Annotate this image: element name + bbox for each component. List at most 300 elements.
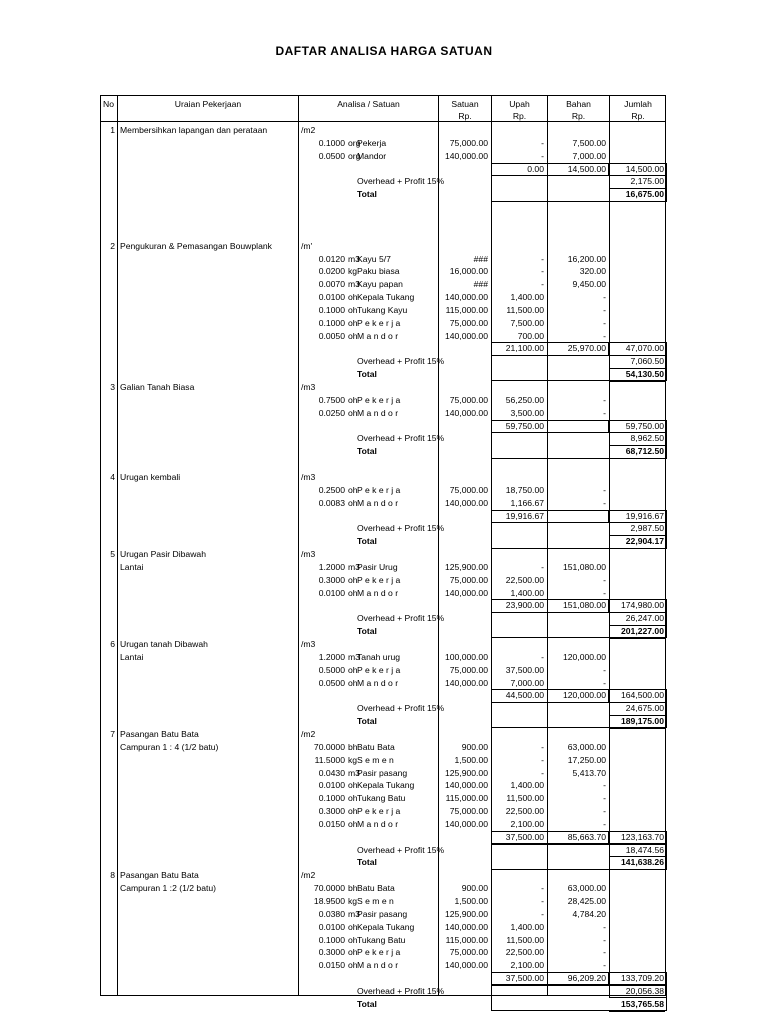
item-name: Lantai (120, 651, 144, 662)
total-label: Total (357, 369, 377, 380)
unit-price: 125,900.00 (444, 767, 488, 778)
header-bahan-rp: Rp. (571, 111, 586, 121)
coefficient: 11.5000 (314, 754, 345, 765)
subtotal-sum: 174,980.00 (620, 600, 664, 611)
material-cost: - (603, 921, 606, 932)
component-name: M a n d o r (357, 587, 399, 598)
overhead-label: Overhead + Profit 15% (357, 844, 445, 855)
total-value: 22,904.17 (625, 536, 664, 547)
labor-cost: - (541, 754, 544, 765)
total-underline (609, 638, 665, 639)
labor-cost: - (541, 150, 544, 161)
unit-code: oh (348, 587, 358, 598)
overhead-value: 24,675.00 (625, 703, 664, 714)
unit-price: 16,000.00 (449, 266, 488, 277)
labor-cost: 22,500.00 (505, 947, 544, 958)
unit-code: m3 (348, 561, 360, 572)
item-name: Pasangan Batu Bata (120, 728, 199, 739)
material-cost: - (603, 317, 606, 328)
component-name: P e k e r j a (357, 664, 401, 675)
unit-code: oh (348, 317, 358, 328)
material-cost: 7,000.00 (572, 150, 606, 161)
unit-price: 75,000.00 (449, 484, 488, 495)
unit-code: oh (348, 677, 358, 688)
overhead-value: 18,474.56 (625, 844, 664, 855)
unit-price: 140,000.00 (444, 150, 488, 161)
material-cost: 7,500.00 (572, 137, 606, 148)
unit-price: 75,000.00 (449, 806, 488, 817)
subtotal-material: 96,209.20 (567, 973, 606, 984)
material-cost: 120,000.00 (562, 651, 606, 662)
coefficient: 70.0000 (313, 883, 345, 894)
total-value: 68,712.50 (625, 446, 664, 457)
unit-code: oh (348, 806, 358, 817)
unit-price: 140,000.00 (444, 330, 488, 341)
component-name: Pekerja (357, 137, 387, 148)
item-name: Membersihkan lapangan dan perataan (120, 125, 268, 135)
unit-price: 75,000.00 (449, 574, 488, 585)
coefficient: 0.0250 (318, 407, 345, 418)
overhead-value: 2,987.50 (630, 523, 664, 534)
unit-price: 900.00 (461, 741, 488, 752)
material-cost: 5,413.70 (572, 767, 606, 778)
overhead-label: Overhead + Profit 15% (357, 356, 445, 367)
unit-code: org (348, 137, 361, 148)
unit-code: org (348, 150, 361, 161)
total-label: Total (357, 536, 377, 547)
labor-cost: 1,166.67 (510, 497, 544, 508)
labor-cost: - (541, 279, 544, 290)
labor-cost: 1,400.00 (510, 921, 544, 932)
item-name: Pengukuran & Pemasangan Bouwplank (120, 240, 272, 251)
header-jumlah: Jumlah (624, 99, 652, 109)
material-cost: 9,450.00 (572, 279, 606, 290)
total-value: 54,130.50 (625, 369, 664, 380)
labor-cost: 11,500.00 (506, 304, 544, 315)
subtotal-labor: 37,500.00 (505, 973, 544, 984)
subtotal-labor: 59,750.00 (505, 420, 544, 431)
coefficient: 18.9500 (313, 896, 345, 906)
coefficient: 0.0430 (318, 767, 345, 778)
subtotal-labor: 23,900.00 (505, 600, 544, 611)
labor-cost: 11,500.00 (506, 934, 544, 945)
item-unit: /m3 (301, 471, 316, 482)
unit-code: oh (348, 793, 358, 804)
item-number: 7 (110, 728, 115, 739)
material-cost: 16,200.00 (567, 253, 606, 264)
header-jumlah-rp: Rp. (631, 111, 645, 121)
coefficient: 0.3000 (318, 806, 345, 817)
overhead-value: 20,056.38 (625, 985, 664, 996)
component-name: M a n d o r (357, 407, 399, 418)
labor-cost: - (541, 266, 544, 277)
material-cost: - (603, 304, 606, 315)
labor-cost: 22,500.00 (505, 806, 544, 817)
overhead-label: Overhead + Profit 15% (357, 613, 445, 624)
unit-code: oh (348, 330, 358, 341)
unit-code: oh (348, 947, 358, 958)
subtotal-labor: 21,100.00 (505, 343, 544, 354)
coefficient: 0.1000 (318, 137, 345, 148)
coefficient: 70.0000 (313, 741, 345, 752)
labor-cost: - (541, 883, 544, 894)
unit-code: kg (348, 896, 358, 906)
subtotal-labor: 37,500.00 (505, 831, 544, 842)
labor-cost: 3,500.00 (510, 407, 544, 418)
header-uraian: Uraian Pekerjaan (174, 99, 242, 109)
subtotal-sum: 133,709.20 (620, 973, 664, 984)
header-bahan: Bahan (566, 99, 591, 109)
subtotal-sum: 123,163.70 (620, 831, 664, 842)
unit-code: m3 (348, 767, 360, 778)
header-satuan-rp: Rp. (458, 111, 472, 121)
component-name: M a n d o r (357, 497, 399, 508)
total-underline (609, 869, 665, 870)
labor-cost: 1,400.00 (510, 587, 544, 598)
document-title: DAFTAR ANALISA HARGA SATUAN (275, 44, 493, 58)
item-name: Galian Tanah Biasa (120, 382, 195, 392)
overhead-value: 7,060.50 (630, 356, 664, 367)
coefficient: 0.1000 (318, 793, 345, 804)
material-cost: - (603, 818, 606, 829)
unit-code: oh (348, 484, 358, 495)
material-cost: - (603, 587, 606, 598)
item-number: 2 (110, 240, 115, 251)
total-underline (609, 1011, 665, 1012)
component-name: Pasir pasang (357, 767, 408, 778)
material-cost: - (603, 677, 606, 688)
coefficient: 0.0050 (318, 330, 345, 341)
coefficient: 0.0100 (318, 780, 345, 791)
coefficient: 0.0120 (318, 253, 345, 264)
material-cost: 320.00 (579, 266, 606, 277)
coefficient: 0.5000 (318, 664, 345, 675)
unit-price: 75,000.00 (449, 137, 488, 148)
subtotal-material (548, 421, 606, 431)
total-label: Total (357, 626, 377, 637)
item-unit: /m2 (301, 870, 316, 881)
unit-price: 140,000.00 (444, 292, 488, 303)
total-value: 153,765.58 (620, 998, 664, 1009)
item-name: Urugan Pasir Dibawah (120, 549, 206, 560)
component-name: P e k e r j a (357, 806, 401, 817)
material-cost: 17,250.00 (567, 754, 606, 765)
overhead-label: Overhead + Profit 15% (357, 985, 445, 996)
labor-cost: - (541, 767, 544, 778)
total-value: 189,175.00 (620, 716, 664, 727)
item-unit: /m' (301, 240, 313, 251)
item-number: 4 (110, 471, 115, 482)
material-cost: - (603, 394, 606, 405)
component-name: Kayu 5/7 (357, 253, 391, 264)
total-label: Total (357, 857, 377, 868)
labor-cost: 2,100.00 (510, 960, 544, 971)
total-underline (609, 728, 665, 729)
overhead-label: Overhead + Profit 15% (357, 523, 445, 534)
labor-cost: 11,500.00 (506, 793, 544, 804)
unit-price: 140,000.00 (444, 587, 488, 598)
unit-code: oh (348, 960, 358, 971)
subtotal-material (548, 511, 606, 521)
subtotal-sum: 14,500.00 (625, 163, 664, 174)
unit-code: kg (348, 754, 358, 765)
unit-code: oh (348, 780, 358, 791)
header-satuan: Satuan (451, 99, 479, 109)
item-unit: /m2 (301, 125, 316, 135)
item-name: Urugan tanah Dibawah (120, 639, 208, 649)
material-cost: - (603, 497, 606, 508)
total-label: Total (357, 716, 377, 727)
total-underline (609, 458, 665, 459)
unit-price: 900.00 (461, 883, 488, 894)
unit-code: oh (348, 574, 358, 585)
header-analisa: Analisa / Satuan (337, 99, 400, 109)
unit-price: 1,500.00 (454, 754, 488, 765)
component-name: S e m e n (357, 896, 394, 906)
labor-cost: - (541, 561, 544, 572)
total-label: Total (357, 189, 377, 200)
unit-price: 75,000.00 (449, 664, 488, 675)
unit-code: oh (348, 818, 358, 829)
coefficient: 0.1000 (318, 934, 345, 945)
labor-cost: 1,400.00 (510, 292, 544, 303)
coefficient: 0.0500 (318, 677, 345, 688)
material-cost: 63,000.00 (567, 883, 606, 894)
column-divider (298, 96, 299, 995)
unit-price: 140,000.00 (444, 921, 488, 932)
item-name: Campuran 1 : 4 (1/2 batu) (120, 741, 219, 752)
coefficient: 0.1000 (318, 317, 345, 328)
item-unit: /m2 (301, 728, 316, 739)
labor-cost: 2,100.00 (510, 818, 544, 829)
coefficient: 1.2000 (318, 651, 345, 662)
coefficient: 0.0100 (318, 587, 345, 598)
subtotal-sum: 164,500.00 (620, 690, 664, 701)
unit-code: m3 (348, 253, 360, 264)
item-name: Campuran 1 :2 (1/2 batu) (120, 883, 217, 894)
component-name: Tukang Kayu (357, 304, 408, 315)
component-name: M a n d o r (357, 677, 399, 688)
component-name: P e k e r j a (357, 484, 401, 495)
coefficient: 0.0083 (318, 497, 345, 508)
coefficient: 0.0380 (318, 908, 345, 919)
item-name: Pasangan Batu Bata (120, 870, 199, 881)
component-name: Tanah urug (357, 651, 401, 662)
subtotal-material: 25,970.00 (567, 343, 606, 354)
overhead-label: Overhead + Profit 15% (357, 433, 445, 444)
coefficient: 0.0100 (318, 921, 345, 932)
component-name: P e k e r j a (357, 574, 401, 585)
coefficient: 0.0200 (318, 266, 345, 277)
unit-price: 125,900.00 (444, 908, 488, 919)
material-cost: 28,425.00 (567, 896, 606, 906)
component-name: Tukang Batu (357, 793, 406, 804)
header-upah-rp: Rp. (512, 111, 527, 121)
material-cost: - (603, 292, 606, 303)
component-name: Mandor (357, 150, 387, 161)
unit-price: 140,000.00 (444, 818, 488, 829)
total-value: 201,227.00 (620, 626, 664, 637)
unit-code: bh (348, 741, 358, 752)
total-label: Total (357, 446, 377, 457)
unit-price: 140,000.00 (444, 497, 488, 508)
unit-code: m3 (348, 651, 360, 662)
subtotal-sum: 59,750.00 (625, 420, 664, 431)
unit-price: 140,000.00 (444, 407, 488, 418)
component-name: Batu Bata (357, 741, 395, 752)
labor-cost: 18,750.00 (505, 484, 544, 495)
labor-cost: - (541, 908, 544, 919)
unit-price: 140,000.00 (444, 960, 488, 971)
component-name: Kepala Tukang (357, 921, 415, 932)
overhead-label: Overhead + Profit 15% (357, 703, 445, 714)
material-cost: - (603, 934, 606, 945)
material-cost: - (603, 960, 606, 971)
component-name: Pasir pasang (357, 908, 408, 919)
labor-cost: 7,500.00 (510, 317, 544, 328)
overhead-value: 8,962.50 (630, 433, 664, 444)
unit-code: oh (348, 292, 358, 303)
unit-price: 140,000.00 (444, 780, 488, 791)
unit-price: 115,000.00 (445, 304, 488, 315)
unit-price: 1,500.00 (454, 896, 488, 906)
unit-code: oh (348, 394, 358, 405)
unit-code: m3 (348, 908, 360, 919)
unit-code: bh (348, 883, 358, 894)
column-divider (438, 96, 439, 995)
unit-code: m3 (348, 279, 360, 290)
unit-code: oh (348, 664, 358, 675)
unit-price: ### (473, 279, 488, 290)
labor-cost: - (541, 253, 544, 264)
unit-price: 100,000.00 (444, 651, 488, 662)
material-cost: 151,080.00 (562, 561, 606, 572)
labor-cost: - (541, 741, 544, 752)
subtotal-material: 120,000.00 (562, 690, 606, 701)
unit-code: oh (348, 934, 358, 945)
subtotal-labor: 44,500.00 (505, 690, 544, 701)
unit-code: oh (348, 304, 358, 315)
coefficient: 0.0070 (318, 279, 345, 290)
total-value: 141,638.26 (620, 857, 664, 868)
item-number: 6 (110, 639, 115, 649)
material-cost: - (603, 330, 606, 341)
material-cost: - (603, 407, 606, 418)
item-number: 3 (110, 382, 115, 392)
component-name: M a n d o r (357, 960, 399, 971)
total-label: Total (357, 998, 377, 1009)
unit-code: oh (348, 921, 358, 932)
component-name: Tukang Batu (357, 934, 406, 945)
item-unit: /m3 (301, 639, 316, 649)
unit-price: 75,000.00 (449, 317, 488, 328)
component-name: M a n d o r (357, 818, 399, 829)
material-cost: - (603, 780, 606, 791)
subtotal-labor: 0.00 (527, 163, 544, 174)
coefficient: 0.0100 (318, 292, 345, 303)
total-underline (609, 201, 665, 202)
subtotal-sum: 47,070.00 (625, 343, 664, 354)
material-cost: - (603, 574, 606, 585)
material-cost: - (603, 484, 606, 495)
unit-price: 75,000.00 (449, 394, 488, 405)
labor-cost: - (541, 651, 544, 662)
component-name: S e m e n (357, 754, 394, 765)
coefficient: 0.0150 (318, 818, 345, 829)
unit-price: 75,000.00 (449, 947, 488, 958)
subtotal-labor: 19,916.67 (505, 510, 544, 521)
subtotal-material: 14,500.00 (567, 163, 606, 174)
labor-cost: 22,500.00 (505, 574, 544, 585)
component-name: Batu Bata (357, 883, 395, 894)
item-name: Urugan kembali (120, 471, 181, 482)
coefficient: 0.0500 (318, 150, 345, 161)
component-name: P e k e r j a (357, 317, 401, 328)
component-name: P e k e r j a (357, 394, 401, 405)
item-name: Lantai (120, 561, 144, 572)
unit-code: oh (348, 497, 358, 508)
unit-price: 115,000.00 (445, 934, 488, 945)
overhead-value: 26,247.00 (625, 613, 664, 624)
overhead-value: 2,175.00 (630, 176, 664, 187)
coefficient: 1.2000 (318, 561, 345, 572)
total-value: 16,675.00 (625, 189, 664, 200)
component-name: M a n d o r (357, 330, 399, 341)
material-cost: - (603, 793, 606, 804)
component-name: P e k e r j a (357, 947, 401, 958)
component-name: Pasir Urug (357, 561, 398, 572)
material-cost: - (603, 664, 606, 675)
item-unit: /m3 (301, 382, 316, 392)
unit-price: 115,000.00 (445, 793, 488, 804)
labor-cost: 700.00 (517, 330, 544, 341)
material-cost: - (603, 806, 606, 817)
total-underline (609, 548, 665, 549)
subtotal-material: 151,080.00 (562, 600, 606, 611)
header-upah: Upah (509, 99, 530, 109)
labor-cost: 7,000.00 (510, 677, 544, 688)
subtotal-sum: 19,916.67 (625, 510, 664, 521)
unit-code: oh (348, 407, 358, 418)
component-name: Kayu papan (357, 279, 403, 290)
component-name: Kepala Tukang (357, 292, 415, 303)
header-no: No (103, 99, 114, 109)
item-number: 5 (110, 549, 115, 560)
column-divider (117, 96, 118, 995)
labor-cost: 37,500.00 (505, 664, 544, 675)
unit-price: 140,000.00 (444, 677, 488, 688)
labor-cost: 1,400.00 (510, 780, 544, 791)
unit-code: kg (348, 266, 358, 277)
component-name: Kepala Tukang (357, 780, 415, 791)
labor-cost: - (541, 896, 544, 906)
coefficient: 0.0150 (318, 960, 345, 971)
item-number: 8 (110, 870, 115, 881)
coefficient: 0.1000 (318, 304, 345, 315)
unit-price: ### (473, 253, 488, 264)
header-divider (101, 121, 665, 122)
item-unit: /m3 (301, 549, 316, 560)
overhead-label: Overhead + Profit 15% (357, 176, 445, 187)
coefficient: 0.2500 (318, 484, 345, 495)
coefficient: 0.7500 (318, 394, 345, 405)
labor-cost: 56,250.00 (505, 394, 544, 405)
material-cost: 63,000.00 (567, 741, 606, 752)
component-name: Paku biasa (357, 266, 400, 277)
material-cost: 4,784.20 (572, 908, 606, 919)
analysis-table (100, 95, 666, 1009)
unit-price: 125,900.00 (444, 561, 488, 572)
